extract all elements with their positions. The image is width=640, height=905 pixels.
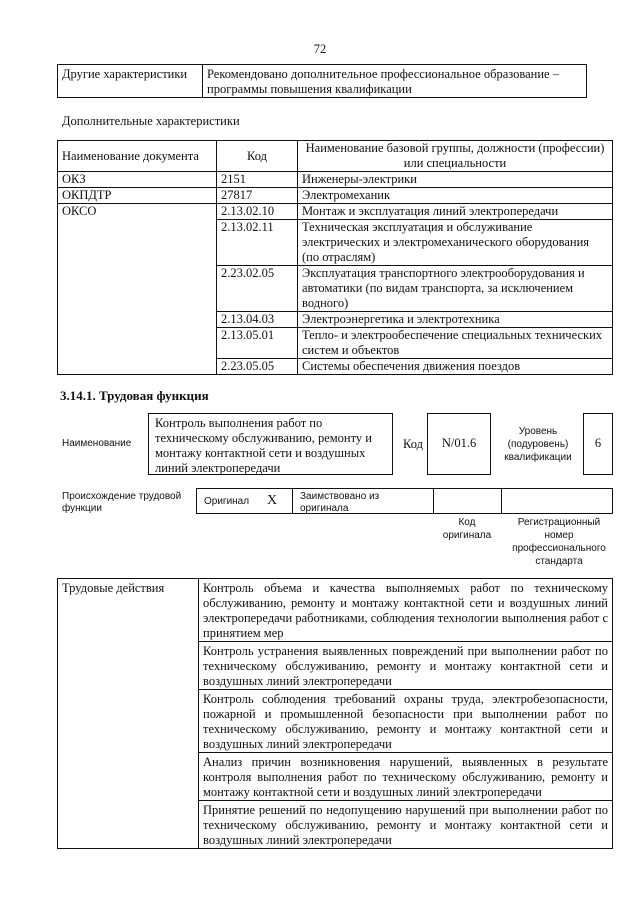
function-code-label: Код <box>403 437 423 451</box>
additional-characteristics-table <box>57 140 613 375</box>
row-doc: ОКЗ <box>58 172 217 188</box>
header-code: Код <box>217 141 298 172</box>
row-name: Эксплуатация транспортного электрооборудования и автоматики (по видам транспорта, за исключением водного) <box>298 266 613 312</box>
row-code: 2.13.02.10 <box>217 204 298 220</box>
origin-code-cell <box>433 488 502 514</box>
page-number: 72 <box>313 42 327 56</box>
row-name: Монтаж и эксплуатация линий электропередачи <box>298 204 613 220</box>
row-doc: ОКПДТР <box>58 188 217 204</box>
row-code: 2.13.02.11 <box>217 220 298 266</box>
origin-label: Происхождение трудовой функции <box>62 491 182 514</box>
labor-action-item: Анализ причин возникновения нарушений, выявленных в результате контроля выполнения работ по техническому обслуживанию, ремонту и монтажу контактной сети и воздушных линий электропередачи <box>199 753 613 801</box>
row-code: 27817 <box>217 188 298 204</box>
labor-action-item: Контроль устранения выявленных повреждений при выполнении работ по техническому обслуживанию, ремонту и монтажу контактной сети и воздушных линий электропередачи <box>199 642 613 690</box>
origin-borrowed-cell: Заимствовано из оригинала <box>292 488 434 514</box>
other-characteristics-table <box>57 64 587 98</box>
labor-action-item: Принятие решений по недопущению нарушений при выполнении работ по техническому обслуживанию, ремонту и монтажу контактной сети и воздушных линий электропередачи <box>199 801 613 849</box>
table-row <box>58 188 613 204</box>
row-name: Тепло- и электрообеспечение специальных технических систем и объектов <box>298 328 613 359</box>
origin-code-caption: Код оригинала <box>442 517 492 541</box>
origin-reg-caption: Регистрационный номер профессионального стандарта <box>512 517 606 567</box>
table-row <box>58 204 613 220</box>
row-name: Техническая эксплуатация и обслуживание электрических и электромеханического оборудования (по отраслям) <box>298 220 613 266</box>
origin-reg-cell <box>501 488 613 514</box>
origin-original-cell <box>196 488 293 514</box>
origin-original-mark: X <box>267 493 278 508</box>
table-row <box>58 172 613 188</box>
row-name: Системы обеспечения движения поездов <box>298 359 613 375</box>
header-doc: Наименование документа <box>58 141 217 172</box>
row-name: Электромеханик <box>298 188 613 204</box>
row-code: 2.13.04.03 <box>217 312 298 328</box>
row-code: 2.13.05.01 <box>217 328 298 359</box>
header-name: Наименование базовой группы, должности (профессии) или специальности <box>298 141 613 172</box>
function-code-box: N/01.6 <box>427 413 491 475</box>
row-code: 2151 <box>217 172 298 188</box>
qualification-level-box: 6 <box>583 413 613 475</box>
additional-characteristics-title: Дополнительные характеристики <box>62 114 240 128</box>
row-code: 2.23.02.05 <box>217 266 298 312</box>
other-characteristics-value: Рекомендовано дополнительное профессиональное образование – программы повышения квалификации <box>203 65 587 98</box>
labor-actions-table <box>57 578 613 849</box>
table-row <box>58 579 613 642</box>
row-name: Инженеры-электрики <box>298 172 613 188</box>
row-code: 2.23.05.05 <box>217 359 298 375</box>
labor-action-item: Контроль соблюдения требований охраны труда, электробезопасности, пожарной и промышленной безопасности при выполнении работ по техническому обслуживанию, ремонту и монтажу контактной сети и воздушных линий электропередачи <box>199 690 613 753</box>
table-header-row <box>58 141 613 172</box>
other-characteristics-label: Другие характеристики <box>58 65 203 98</box>
row-doc: ОКСО <box>58 204 217 375</box>
section-title: 3.14.1. Трудовая функция <box>60 388 209 403</box>
qualification-level-label: Уровень (подуровень) квалификации <box>504 426 572 463</box>
labor-actions-label: Трудовые действия <box>58 579 199 849</box>
origin-original-label: Оригинал <box>204 496 250 507</box>
labor-action-item: Контроль объема и качества выполняемых работ по техническому обслуживанию, ремонту и монтажу контактной сети и воздушных линий электропередачи работниками, соблюдения технологии выполнения работ с принятием мер <box>199 579 613 642</box>
function-name-box: Контроль выполнения работ по техническому обслуживанию, ремонту и монтажу контактной сети и воздушных линий электропередачи <box>148 413 393 475</box>
row-name: Электроэнергетика и электротехника <box>298 312 613 328</box>
function-name-label: Наименование <box>62 438 132 449</box>
